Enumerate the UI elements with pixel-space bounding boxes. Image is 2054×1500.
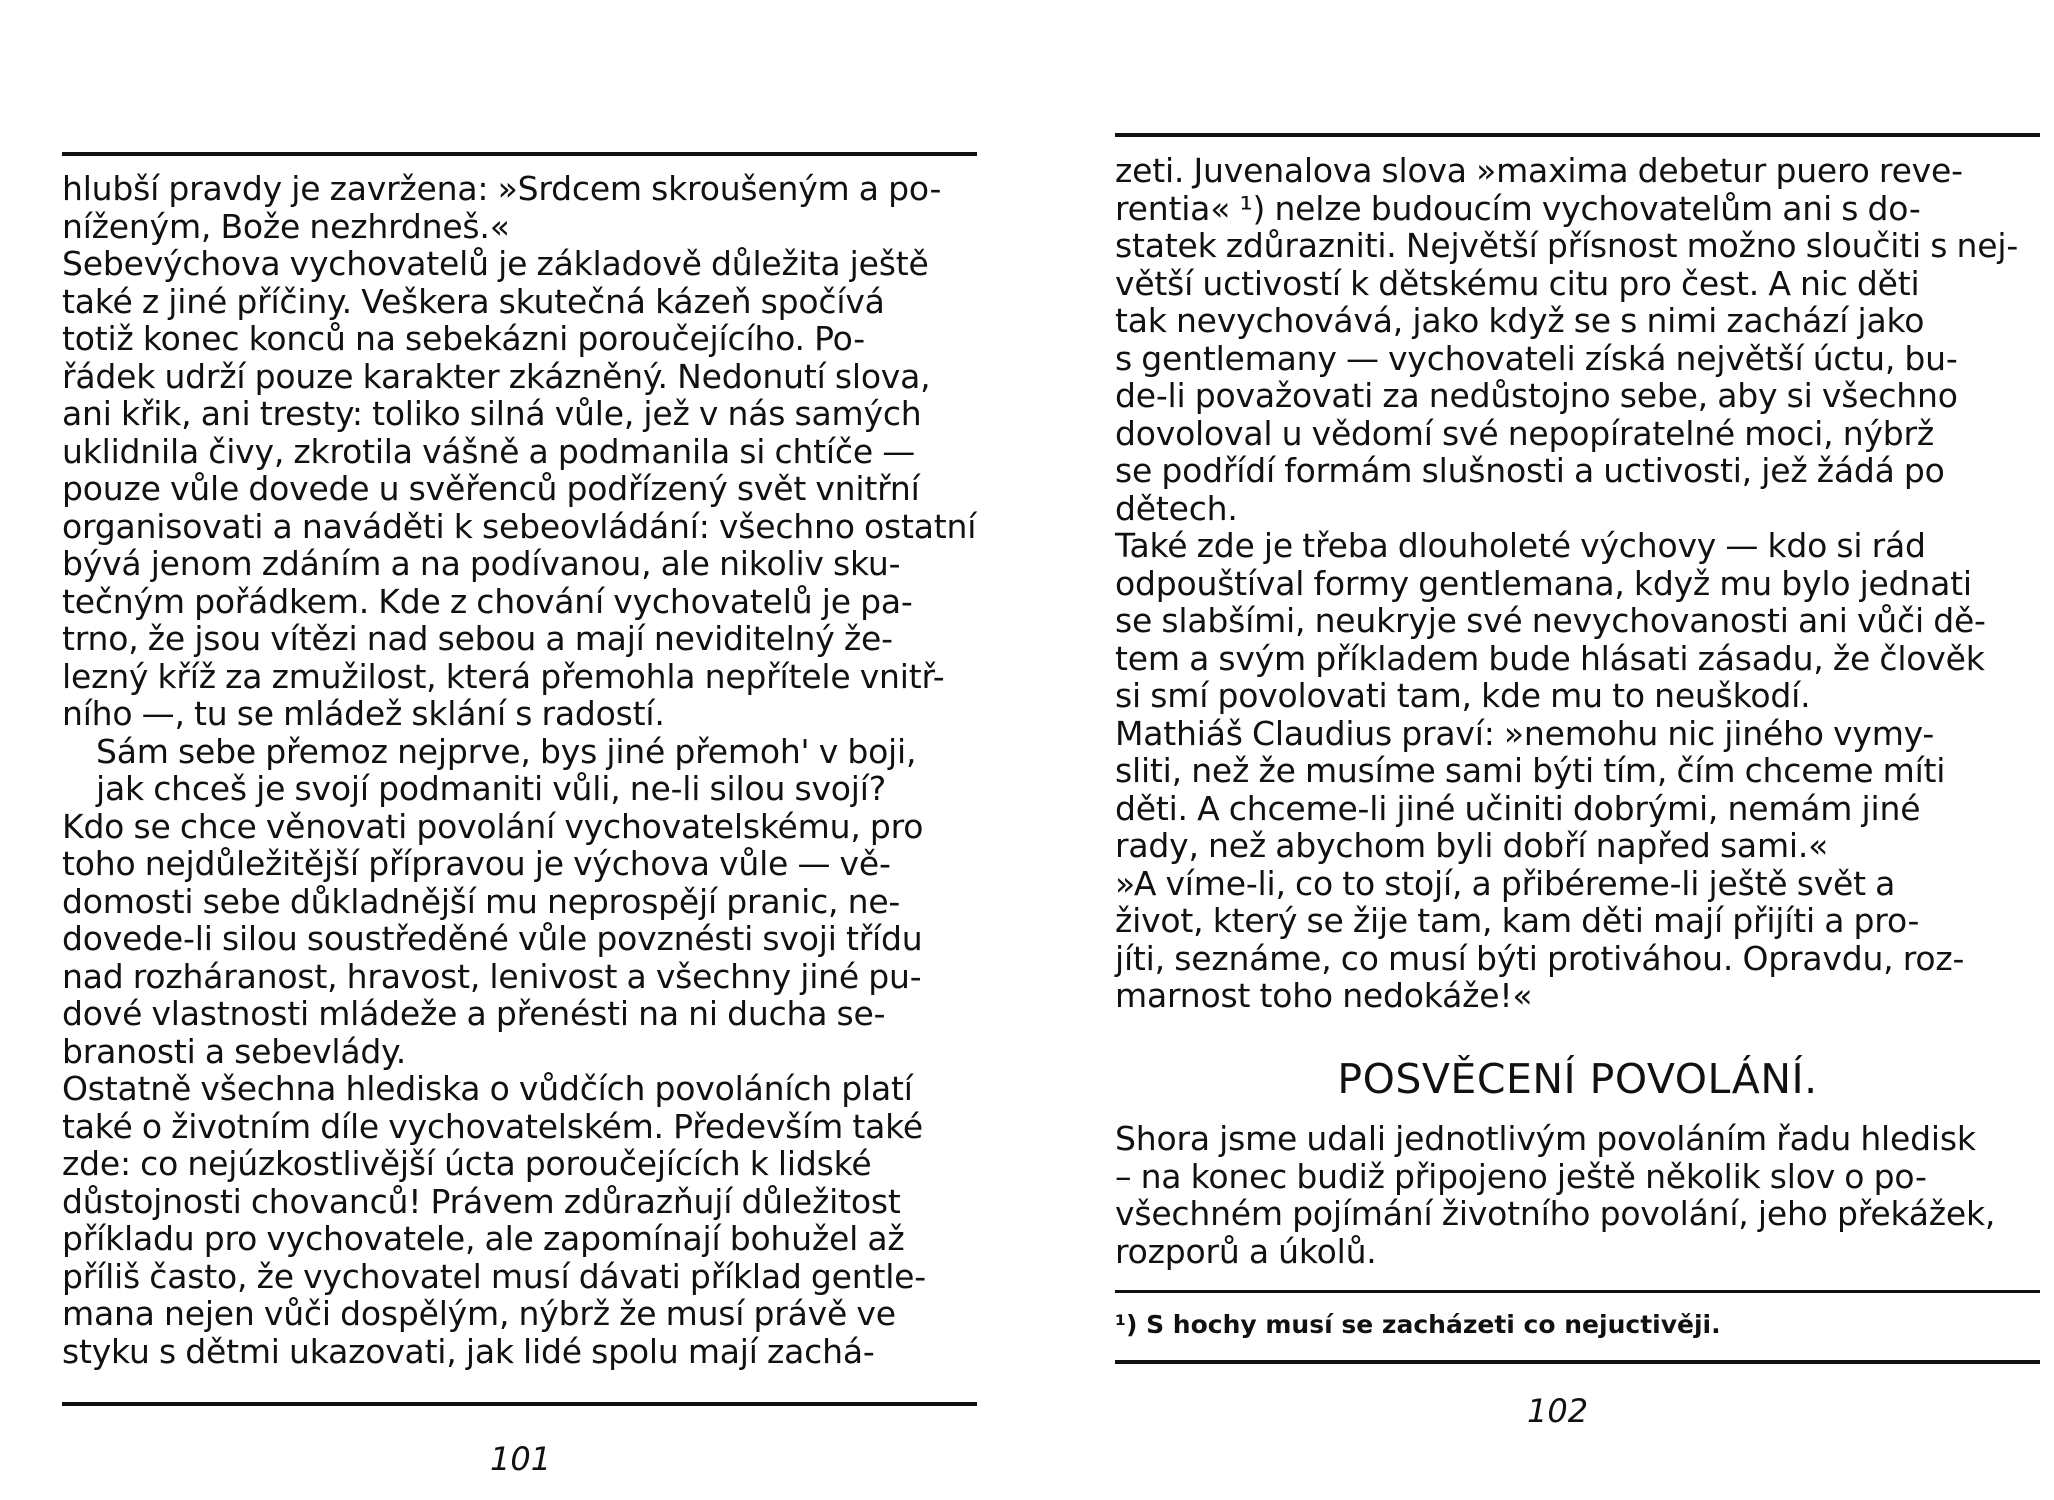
verse: Sám sebe přemoz nejprve, bys jiné přemoh' v boji, jak chceš je svojí podmaniti vůli, ne-li silou svojí? bbox=[96, 731, 917, 808]
footnote: ¹) S hochy musí se zacházeti co nejuctivěji. bbox=[1115, 1310, 1721, 1339]
paragraph: »A víme-li, co to stojí, a přibéreme-li ještě svět a život, který se žije tam, kam děti mají přijíti a pro- jíti, seznáme, co musí býti protiváhou. Opravdu, roz- marnost toho nedokáže!« bbox=[1115, 863, 1965, 1015]
paragraph: Shora jsme udali jednotlivým povoláním řadu hledisk – na konec budiž připojeno ještě několik slov o po- všechném pojímání životního povolání, jeho překážek, rozporů a úkolů. bbox=[1115, 1119, 1996, 1271]
bottom-rule bbox=[1115, 1360, 2040, 1364]
right-body-text bbox=[1115, 152, 2040, 1015]
footnote-rule bbox=[1115, 1290, 2040, 1293]
section-heading: POSVĚCENÍ POVOLÁNÍ. bbox=[1337, 1055, 1818, 1103]
paragraph: Mathiáš Claudius praví: »nemohu nic jiného vymy- sliti, než že musíme sami býti tím, čím chceme míti děti. A chceme-li jiné učiniti dobrými, nemám jiné rady, než abychom byli dobří napřed sami.« bbox=[1115, 713, 1946, 865]
top-rule bbox=[62, 152, 977, 156]
left-body-text bbox=[62, 170, 977, 1370]
bottom-rule bbox=[62, 1402, 977, 1406]
paragraph: Také zde je třeba dlouholeté výchovy — kdo si rád odpouštíval formy gentlemana, když mu bylo jednati se slabšími, neukryje své nevychovanosti ani vůči dě- tem a svým příkladem bude hlásati zásadu, že člověk si smí povolovati tam, kde mu to neuškodí. bbox=[1115, 526, 1986, 715]
paragraph: Ostatně všechna hlediska o vůdčích povoláních platí také o životním díle vychovatelském. Především také zde: co nejúzkostlivější úcta poroučejících k lidské důstojnosti chovanců! Právem zdůrazňují důležitost příkladu pro vychovatele, ale zapomínají bohužel až příliš často, že vychovatel musí dávati příklad gentle- mana nejen vůči dospělým, nýbrž že musí právě ve styku s dětmi ukazovati, jak lidé spolu mají zachá- bbox=[62, 1069, 926, 1371]
paragraph: Kdo se chce věnovati povolání vychovatelskému, pro toho nejdůležitější přípravou je výchova vůle — vě- domosti sebe důkladnější mu neprospějí pranic, ne- dovede-li silou soustředěné vůle povznésti svoji třídu nad rozháranost, hravost, lenivost a všechny jiné pu- dové vlastnosti mládeže a přenésti na ni ducha se- branosti a sebevlády. bbox=[62, 806, 924, 1071]
right-page bbox=[1027, 0, 2054, 1500]
page-number: 101 bbox=[490, 1440, 552, 1478]
paragraph: zeti. Juvenalova slova »maxima debetur puero reve- rentia« ¹) nelze budoucím vychovatelům ani s do- statek zdůrazniti. Největší přísnost možno sloučiti s nej- větší uctivostí k dětskému citu pro čest. A nic děti tak nevychovává, jako když se s nimi zachází jako s gentlemany — vychovateli získá největší úctu, bu- de-li považovati za nedůstojno sebe, aby si všechno dovoloval u vědomí své nepopíratelné moci, nýbrž se podřídí formám slušnosti a uctivosti, jež žádá po dětech. bbox=[1115, 151, 2019, 528]
top-rule bbox=[1115, 133, 2040, 137]
page-number: 102 bbox=[1527, 1392, 1589, 1430]
right-body-text-after-heading bbox=[1115, 1120, 2040, 1270]
paragraph: Sebevýchova vychovatelů je základově důležita ještě také z jiné příčiny. Veškera skutečná kázeň spočívá totiž konec konců na sebekázni poroučejícího. Po- řádek udrží pouze karakter zkázněný. Nedonutí slova, ani křik, ani tresty: toliko silná vůle, jež v nás samých uklidnila čivy, zkrotila vášně a podmanila si chtíče — pouze vůle dovede u svěřenců podřízený svět vnitřní organisovati a naváděti k sebeovládání: všechno ostatní bývá jenom zdáním a na podívanou, ale nikoliv sku- tečným pořádkem. Kde z chování vychovatelů je pa- trno, že jsou vítězi nad sebou a mají neviditelný že- lezný kříž za zmužilost, která přemohla nepřítele vnitř- ního —, tu se mládež sklání s radostí. bbox=[62, 244, 977, 733]
left-page bbox=[0, 0, 1020, 1500]
paragraph: hlubší pravdy je zavržena: »Srdcem skroušeným a po- níženým, Bože nezhrdneš.« bbox=[62, 169, 942, 246]
